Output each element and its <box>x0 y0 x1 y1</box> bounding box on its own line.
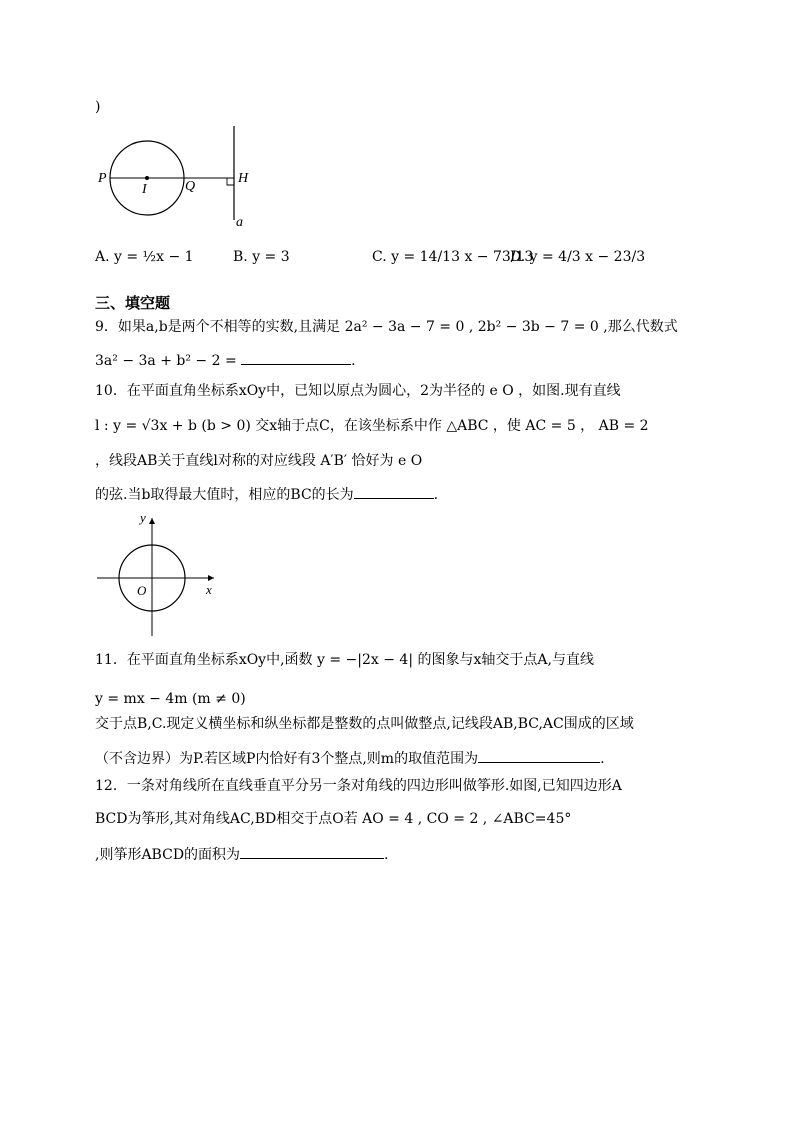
q10-answer-blank <box>354 484 434 499</box>
q12-line2: BCD为筝形,其对角线AC,BD相交于点O若 AO = 4 , CO = 2 , ∠ABC=45° <box>95 811 572 827</box>
section-title: 三、填空题 <box>95 294 171 312</box>
label-x: x <box>206 582 212 597</box>
label-I: I <box>142 182 147 197</box>
q12-line3 <box>95 844 389 864</box>
q11-period: . <box>600 751 605 767</box>
q10-question: 的弦.当b取得最大值时，相应的BC的长为 <box>95 487 354 503</box>
q10-line4 <box>95 484 438 504</box>
q11-line1: 11．在平面直角坐标系xOy中,函数 y = −|2x − 4| 的图象与x轴交于点A,与直线 <box>95 652 594 668</box>
q12-line1: 12．一条对角线所在直线垂直平分另一条对角线的四边形叫做筝形.如图,已知四边形A <box>95 778 622 794</box>
circle-line-figure <box>92 122 262 232</box>
label-Q: Q <box>185 179 196 194</box>
q9-period: . <box>351 353 356 369</box>
q12-period: . <box>384 847 389 863</box>
q12-answer-blank <box>240 844 384 859</box>
q9-expression: 3a² − 3a + b² − 2 = <box>95 353 242 369</box>
q11-question: （不含边界）为P.若区域P内恰好有3个整点,则m的取值范围为 <box>95 751 479 767</box>
option-a: A. y = ½x − 1 <box>95 249 194 265</box>
q11-answer-blank <box>478 748 600 763</box>
closing-paren: ) <box>95 99 101 115</box>
right-angle-mark <box>227 178 234 185</box>
label-P: P <box>98 171 107 186</box>
label-O: O <box>137 583 147 598</box>
option-d: D. y = 4/3 x − 23/3 <box>510 249 646 265</box>
q11-line4 <box>95 748 605 768</box>
q9-line1: 9．如果a,b是两个不相等的实数,且满足 2a² − 3a − 7 = 0 , 2b² − 3b − 7 = 0 ,那么代数式 <box>95 319 678 335</box>
option-b: B. y = 3 <box>233 249 290 265</box>
label-y: y <box>140 510 146 525</box>
q12-question: ,则筝形ABCD的面积为 <box>95 847 241 863</box>
label-H: H <box>238 171 249 186</box>
label-a: a <box>236 215 243 230</box>
q10-line3: ，线段AB关于直线l对称的对应线段 A′B′ 恰好为 e O <box>95 453 423 469</box>
q10-line1: 10．在平面直角坐标系xOy中，已知以原点为圆心，2为半径的 e O ，如图.现有直线 <box>95 383 621 399</box>
q10-period: . <box>433 487 439 503</box>
q11-line2: y = mx − 4m (m ≠ 0) <box>95 691 246 707</box>
q9-line2 <box>95 350 356 370</box>
center-point-I <box>145 176 149 180</box>
q9-answer-blank <box>241 350 351 365</box>
q10-line2: l : y = √3x + b (b > 0) 交x轴于点C，在该坐标系中作 △ABC ，使 AC = 5 ， AB = 2 <box>95 418 649 434</box>
option-c: C. y = 14/13 x − 73/13 <box>372 249 534 265</box>
q11-line3: 交于点B,C.现定义横坐标和纵坐标都是整数的点叫做整点,记线段AB,BC,AC围成的区域 <box>95 716 634 732</box>
axes-circle-figure <box>94 508 224 640</box>
